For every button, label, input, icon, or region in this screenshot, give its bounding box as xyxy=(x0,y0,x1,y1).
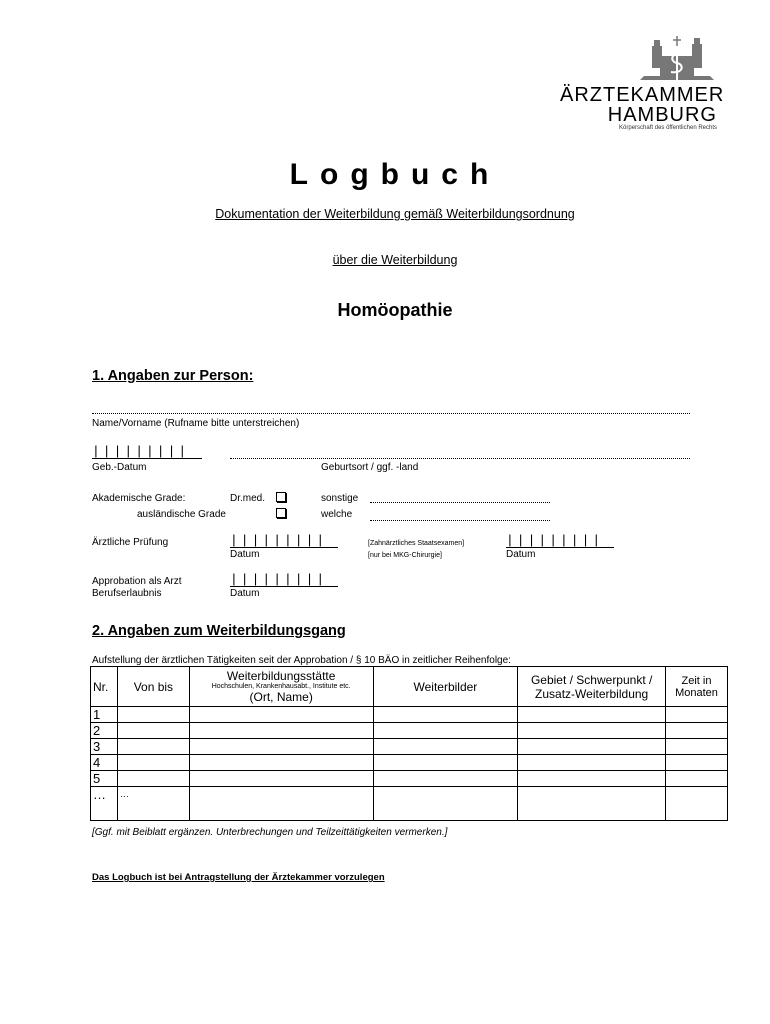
table-row xyxy=(91,707,728,723)
which-degrees-field[interactable] xyxy=(370,520,550,521)
months-cell[interactable] xyxy=(666,723,728,739)
table-row xyxy=(91,771,728,787)
months-cell[interactable] xyxy=(666,787,728,821)
col-training-site-note: Hochschulen, Krankenhausabt., Institute etc. xyxy=(211,683,351,690)
field-cell[interactable] xyxy=(518,771,666,787)
other-degrees-field[interactable] xyxy=(370,502,550,503)
col-time-line2: Monaten xyxy=(675,686,718,699)
birthplace-label: Geburtsort / ggf. -land xyxy=(321,462,419,473)
approbation-label: Approbation als Arzt xyxy=(92,576,182,587)
from-to-cell[interactable] xyxy=(117,755,189,771)
row-number: 1 xyxy=(91,707,118,723)
which-label: welche xyxy=(321,509,353,520)
dob-label: Geb.-Datum xyxy=(92,462,147,473)
page-subtitle-2: über die Weiterbildung xyxy=(332,253,458,267)
page-title: Logbuch xyxy=(289,158,501,191)
site-cell[interactable] xyxy=(189,755,373,771)
exam-date-field[interactable]: ||||||||| xyxy=(230,535,338,548)
table-row xyxy=(91,739,728,755)
section2-heading: 2. Angaben zum Weiterbildungsgang xyxy=(92,623,346,639)
col-field-line1: Gebiet / Schwerpunkt / xyxy=(530,672,653,687)
name-label: Name/Vorname (Rufname bitte unterstreichen) xyxy=(92,418,300,429)
site-cell[interactable] xyxy=(189,739,373,755)
approbation-date-label: Datum xyxy=(230,588,260,599)
drmed-label: Dr.med. xyxy=(230,493,266,504)
drmed-checkbox[interactable] xyxy=(276,492,286,502)
mkg-note: [nur bei MKG-Chirurgie] xyxy=(368,552,442,559)
row-number: 4 xyxy=(91,755,118,771)
dental-exam-date-label: Datum xyxy=(506,549,536,560)
dental-exam-date-field[interactable]: ||||||||| xyxy=(506,535,614,548)
months-cell[interactable] xyxy=(666,771,728,787)
table-header-row xyxy=(91,667,728,707)
logo-org-sub: Körperschaft des öffentlichen Rechts xyxy=(619,125,717,131)
from-to-cell[interactable] xyxy=(117,723,189,739)
trainer-cell[interactable] xyxy=(373,787,518,821)
dob-field[interactable]: ||||||||| xyxy=(92,446,202,459)
activities-intro: Aufstellung der ärztlichen Tätigkeiten seit der Approbation / § 10 BÄO in zeitlicher Reihenfolge: xyxy=(92,655,511,666)
months-cell[interactable] xyxy=(666,755,728,771)
field-cell[interactable] xyxy=(518,739,666,755)
from-to-cell[interactable] xyxy=(117,707,189,723)
col-time-line1: Zeit in xyxy=(681,674,712,687)
field-cell[interactable] xyxy=(518,755,666,771)
logo-org-line2: HAMBURG xyxy=(607,104,717,126)
exam-date-label: Datum xyxy=(230,549,260,560)
site-cell[interactable] xyxy=(189,707,373,723)
dental-exam-note: [Zahnärztliches Staatsexamen] xyxy=(368,540,465,547)
page-subtitle: Dokumentation der Weiterbildung gemäß Weiterbildungsordnung xyxy=(215,207,575,221)
from-to-cell[interactable]: … xyxy=(117,787,189,821)
col-training-site-title: Weiterbildungsstätte xyxy=(226,669,336,683)
site-cell[interactable] xyxy=(189,723,373,739)
months-cell[interactable] xyxy=(666,739,728,755)
trainer-cell[interactable] xyxy=(373,723,518,739)
academic-degrees-label: Akademische Grade: xyxy=(92,493,186,504)
logo-org-line1: ÄRZTEKAMMER xyxy=(560,84,725,106)
col-nr: Nr. xyxy=(91,667,118,707)
other-degrees-label: sonstige xyxy=(321,493,359,504)
trainer-cell[interactable] xyxy=(373,707,518,723)
field-cell[interactable] xyxy=(518,723,666,739)
foreign-degrees-label: ausländische Grade xyxy=(137,509,226,520)
col-field-line2: Zusatz-Weiterbildung xyxy=(535,686,649,701)
site-cell[interactable] xyxy=(189,787,373,821)
trainer-cell[interactable] xyxy=(373,739,518,755)
name-field[interactable] xyxy=(92,413,690,414)
site-cell[interactable] xyxy=(189,771,373,787)
permit-label: Berufserlaubnis xyxy=(92,588,162,599)
col-from-to: Von bis xyxy=(117,667,189,707)
birthplace-field[interactable] xyxy=(230,458,690,459)
row-number: 3 xyxy=(91,739,118,755)
trainer-cell[interactable] xyxy=(373,755,518,771)
months-cell[interactable] xyxy=(666,707,728,723)
col-training-site xyxy=(189,667,373,707)
col-field xyxy=(518,667,666,707)
medical-exam-label: Ärztliche Prüfung xyxy=(92,537,169,548)
field-cell[interactable] xyxy=(518,707,666,723)
field-cell[interactable] xyxy=(518,787,666,821)
row-number: 5 xyxy=(91,771,118,787)
col-time xyxy=(666,667,728,707)
table-row xyxy=(91,755,728,771)
closing-note: Das Logbuch ist bei Antragstellung der Ärztekammer vorzulegen xyxy=(92,872,385,883)
row-number: 2 xyxy=(91,723,118,739)
from-to-cell[interactable] xyxy=(117,739,189,755)
table-row xyxy=(91,787,728,821)
col-trainer: Weiterbilder xyxy=(373,667,518,707)
col-training-site-sub: (Ort, Name) xyxy=(249,690,313,704)
approbation-date-field[interactable]: ||||||||| xyxy=(230,574,338,587)
from-to-cell[interactable] xyxy=(117,771,189,787)
row-number: … xyxy=(91,787,118,821)
section1-heading: 1. Angaben zur Person: xyxy=(92,368,254,384)
trainer-cell[interactable] xyxy=(373,771,518,787)
foreign-degrees-checkbox[interactable] xyxy=(276,508,286,518)
table-footnote: [Ggf. mit Beiblatt ergänzen. Unterbrechungen und Teilzeittätigkeiten vermerken.] xyxy=(92,827,448,838)
subject-title: Homöopathie xyxy=(337,300,453,320)
training-table xyxy=(90,666,728,821)
table-row xyxy=(91,723,728,739)
